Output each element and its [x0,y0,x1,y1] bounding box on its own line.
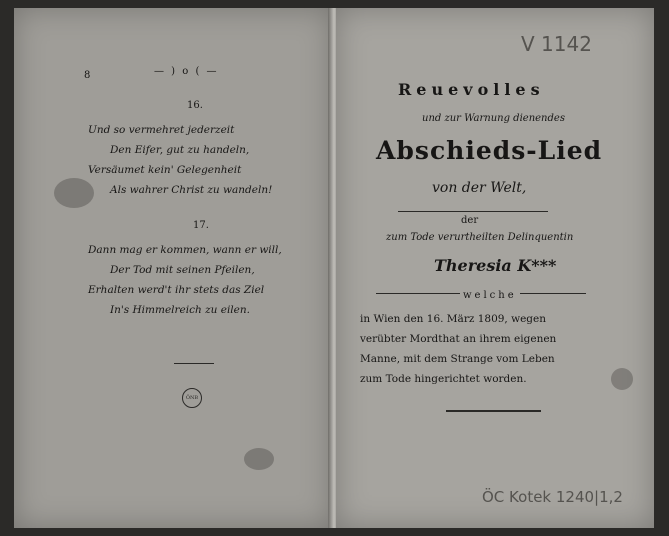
stanza-17-line-3: Erhalten werd't ihr stets das Ziel [88,284,265,296]
right-page [336,8,654,528]
stanza-16-line-3: Versäumet kein' Gelegenheit [88,164,242,176]
stain [54,178,94,208]
stanza-17-line-1: Dann mag er kommen, wann er will, [88,244,282,256]
stanza-17-line-4: In's Himmelreich zu eilen. [110,304,250,316]
title-delinquentin: zum Tode verurtheilten Delinquentin [386,232,574,243]
title-reuevolles: Reuevolles [398,80,545,99]
library-stamp: ÖNB [182,388,202,408]
stanza-17-line-2: Der Tod mit seinen Pfeilen, [110,264,255,276]
page-ornament: — ) o ( — [154,66,219,77]
body-line-2: verübter Mordthat an ihrem eigenen [360,333,557,345]
closing-rule [174,363,214,364]
title-theresia: Theresia K*** [434,256,557,275]
stanza-16-number: 16. [187,100,203,111]
end-ornament [446,410,541,412]
stanza-17-number: 17. [193,220,209,231]
title-von-der-welt: von der Welt, [432,180,527,196]
title-der: der [461,215,479,226]
page-number: 8 [84,70,91,81]
stanza-16-line-1: Und so vermehret jederzeit [88,124,235,136]
title-welche: welche [460,290,520,301]
body-line-3: Manne, mit dem Strange vom Leben [360,353,555,365]
stanza-16-line-2: Den Eifer, gut zu handeln, [110,144,250,156]
title-abschieds-lied: Abschieds-Lied [376,136,603,165]
stain [244,448,274,470]
left-page [14,8,332,528]
stain [611,368,633,390]
catalog-mark: ÖC Kotek 1240|1,2 [482,488,623,506]
book-spread [14,8,654,528]
body-line-4: zum Tode hingerichtet worden. [360,373,527,385]
title-rule-1 [398,211,548,212]
body-line-1: in Wien den 16. März 1809, wegen [360,313,547,325]
stanza-16-line-4: Als wahrer Christ zu wandeln! [110,184,273,196]
pencil-shelfmark: V 1142 [521,32,592,56]
title-subline: und zur Warnung dienendes [422,113,565,124]
